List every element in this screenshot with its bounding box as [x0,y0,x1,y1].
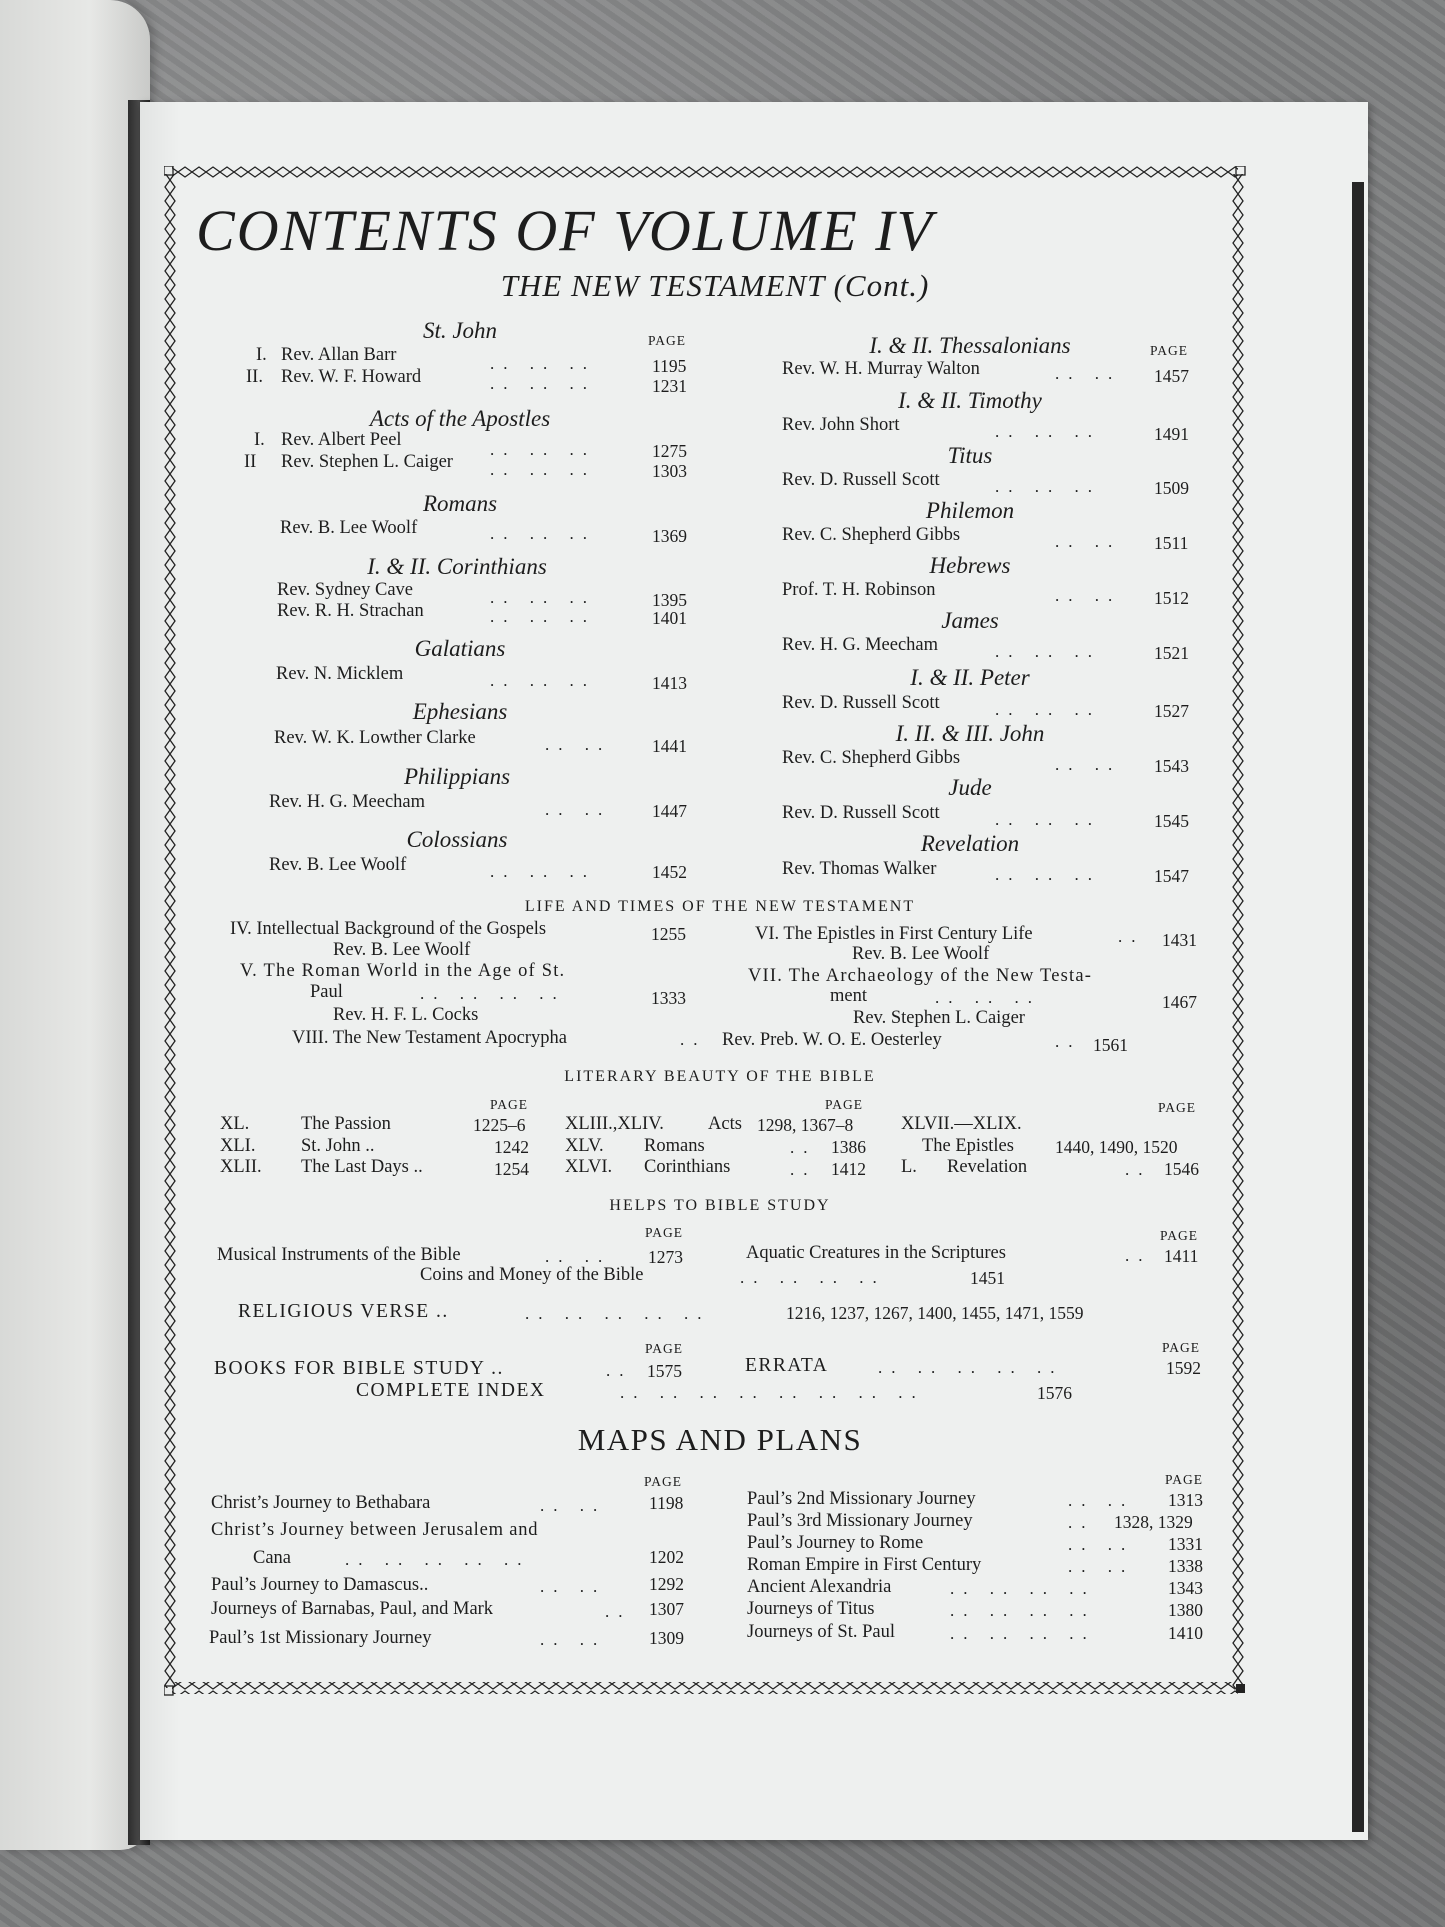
entry-author: Rev. C. Shepherd Gibbs [782,525,961,545]
essay-page: 1561 [1093,1035,1128,1055]
map-page: 1343 [1168,1578,1203,1598]
essay-title: Paul [310,982,343,1002]
help-title: Coins and Money of the Bible [420,1265,644,1285]
leader-dots: .. .. .. [995,700,1101,719]
map-page: 1198 [649,1493,684,1513]
leader-dots: .. [1055,1032,1082,1051]
lit-page: 1412 [831,1159,866,1179]
leader-dots: .. [790,1160,817,1179]
leader-dots: .. [680,1030,707,1049]
entry-page: 1441 [652,736,687,756]
leader-dots: .. .. .. [490,862,596,881]
entry-author: Rev. D. Russell Scott [782,803,940,823]
entry-author: Rev. W. F. Howard [281,367,422,387]
entry-index: I. [256,345,267,365]
leader-dots: .. [605,1602,632,1621]
map-title: Paul’s 3rd Missionary Journey [747,1511,973,1531]
entry-page: 1527 [1154,701,1189,721]
book-heading: Philippians [403,764,511,789]
entry-index: II [244,452,257,472]
leader-dots: .. .. .. [995,422,1101,441]
lit-page: 1254 [494,1159,529,1179]
page-column-label: PAGE [490,1097,529,1112]
book-heading: Romans [422,491,498,516]
section-heading-literary: LITERARY BEAUTY OF THE BIBLE [564,1068,876,1085]
essay-page: 1431 [1162,930,1197,950]
leader-dots: .. .. [1055,755,1122,774]
page-column-label: PAGE [1160,1228,1199,1243]
leader-dots: .. [1118,927,1145,946]
errata-label: ERRATA [745,1355,829,1376]
entry-page: 1195 [652,356,687,376]
leader-dots: .. [606,1361,633,1380]
leader-dots: .. .. [540,1577,607,1596]
help-page: 1451 [970,1268,1005,1288]
lit-number: XLI. [220,1136,256,1156]
lit-title: The Passion [301,1114,391,1134]
leader-dots: .. [1068,1513,1095,1532]
entry-page: 1543 [1154,756,1189,776]
leader-dots: .. .. [1055,532,1122,551]
entry-author: Rev. B. Lee Woolf [280,518,418,538]
book-heading: Titus [947,443,993,468]
entry-page: 1231 [652,376,687,396]
essay-title: VIII. The New Testament Apocrypha [292,1028,567,1048]
map-page: 1331 [1168,1534,1203,1554]
leader-dots: .. .. .. .. .. [345,1550,531,1569]
book-heading: Philemon [925,498,1015,523]
leader-dots: .. .. .. [935,988,1041,1007]
errata-page: 1592 [1166,1358,1201,1378]
map-page: 1338 [1168,1556,1203,1576]
leader-dots: .. .. [1068,1557,1135,1576]
map-title: Cana [253,1548,292,1568]
page-column-label: PAGE [1150,343,1189,358]
lit-title: Romans [644,1136,705,1156]
book-heading: St. John [422,318,498,343]
page-column-label: PAGE [644,1474,683,1489]
leader-dots: .. [790,1138,817,1157]
entry-author: Rev. W. H. Murray Walton [782,359,980,379]
leader-dots: .. .. .. .. [950,1601,1096,1620]
leader-dots: .. .. .. [490,671,596,690]
lit-title: The Last Days .. [301,1157,423,1177]
leader-dots: .. .. [540,1630,607,1649]
entry-page: 1452 [652,862,687,882]
book-heading: Hebrews [929,553,1011,578]
books-study-page: 1575 [647,1361,682,1381]
essay-author: Rev. H. F. L. Cocks [333,1005,479,1025]
entry-page: 1395 [652,590,687,610]
leader-dots: .. .. .. .. .. [878,1358,1064,1377]
essay-author: Rev. B. Lee Woolf [852,944,990,964]
religious-verse-label: RELIGIOUS VERSE .. [238,1301,449,1322]
leader-dots: .. .. [1068,1535,1135,1554]
leader-dots: .. .. [1055,586,1122,605]
leader-dots: .. .. .. .. [950,1624,1096,1643]
page-column-label: PAGE [1158,1100,1197,1115]
entry-page: 1509 [1154,478,1189,498]
map-page: 1202 [649,1547,684,1567]
map-page: 1380 [1168,1600,1203,1620]
page-column-label: PAGE [825,1097,864,1112]
leader-dots: .. .. .. [490,354,596,373]
leader-dots: .. .. .. .. .. .. .. .. [620,1383,925,1402]
entry-page: 1511 [1154,533,1189,553]
map-title: Paul’s 2nd Missionary Journey [747,1489,976,1509]
lit-page: 1298, 1367–8 [757,1115,854,1135]
religious-verse-pages: 1216, 1237, 1267, 1400, 1455, 1471, 1559 [786,1303,1084,1323]
entry-author: Rev. H. G. Meecham [782,635,939,655]
lit-page: 1546 [1164,1159,1199,1179]
entry-author: Rev. H. G. Meecham [269,792,426,812]
leader-dots: .. .. .. [995,865,1101,884]
essay-title: VII. The Archaeology of the New Testa- [748,966,1093,986]
book-heading: Galatians [414,636,506,661]
essay-author: Rev. B. Lee Woolf [333,940,471,960]
book-heading: Colossians [406,827,508,852]
leader-dots: .. .. .. [490,460,596,479]
entry-author: Rev. N. Micklem [276,664,404,684]
leader-dots: .. .. .. [490,607,596,626]
entry-author: Rev. Thomas Walker [782,859,937,879]
leader-dots: .. [1125,1246,1152,1265]
lit-number: XLII. [220,1157,262,1177]
entry-page: 1413 [652,673,687,693]
leader-dots: .. .. .. .. [740,1268,886,1287]
entry-author: Rev. C. Shepherd Gibbs [782,748,961,768]
leader-dots: .. .. .. .. .. [525,1304,711,1323]
map-page: 1410 [1168,1623,1203,1643]
leader-dots: .. .. [1068,1491,1135,1510]
essay-title: ment [830,986,867,1006]
map-title: Christ’s Journey between Jerusalem and [211,1520,539,1540]
map-title: Ancient Alexandria [747,1577,892,1597]
entry-page: 1521 [1154,643,1189,663]
book-heading: Ephesians [412,699,508,724]
essay-author: Rev. Stephen L. Caiger [853,1008,1025,1028]
leader-dots: .. [1125,1160,1152,1179]
book-heading: I. & II. Thessalonians [869,333,1071,358]
lit-number: XLVI. [565,1157,613,1177]
leader-dots: .. .. .. [995,810,1101,829]
book-heading: Jude [948,775,992,800]
map-title: Paul’s Journey to Rome [747,1533,924,1553]
lit-number: XLVII.—XLIX. [901,1114,1022,1134]
entry-page: 1275 [652,441,687,461]
leader-dots: .. .. .. [490,524,596,543]
entry-page: 1547 [1154,866,1189,886]
page-column-label: PAGE [645,1225,684,1240]
lit-number: L. [901,1157,917,1177]
entry-author: Rev. W. K. Lowther Clarke [274,728,476,748]
books-study-label: BOOKS FOR BIBLE STUDY .. [214,1358,504,1379]
lit-title: Corinthians [644,1157,731,1177]
entry-index: I. [254,430,265,450]
leader-dots: .. .. [1055,364,1122,383]
lit-title: The Epistles [922,1136,1014,1156]
page-title: CONTENTS OF VOLUME IV [196,198,934,263]
entry-page: 1369 [652,526,687,546]
book-heading: I. & II. Peter [910,665,1030,690]
complete-index-label: COMPLETE INDEX [356,1380,546,1401]
leader-dots: .. .. .. [995,642,1101,661]
lit-number: XLIII.,XLIV. [565,1114,664,1134]
essay-author: Rev. Preb. W. O. E. Oesterley [722,1030,942,1050]
entry-page: 1491 [1154,424,1189,444]
entry-author: Rev. Sydney Cave [277,580,413,600]
complete-index-page: 1576 [1037,1383,1072,1403]
map-title: Journeys of Titus [747,1599,875,1619]
help-title: Aquatic Creatures in the Scriptures [746,1243,1006,1263]
leader-dots: .. .. .. .. [950,1579,1096,1598]
essay-title: VI. The Epistles in First Century Life [755,924,1033,944]
lit-title: Acts [708,1114,742,1134]
map-title: Journeys of St. Paul [747,1622,895,1642]
entry-author: Rev. D. Russell Scott [782,470,940,490]
section-heading-helps: HELPS TO BIBLE STUDY [609,1197,831,1214]
map-title: Paul’s Journey to Damascus.. [211,1575,429,1595]
entry-page: 1447 [652,801,687,821]
page-column-label: PAGE [1162,1340,1201,1355]
leader-dots: .. .. .. [490,588,596,607]
entry-page: 1545 [1154,811,1189,831]
lit-page: 1440, 1490, 1520 [1055,1137,1178,1157]
entry-index: II. [246,367,263,387]
section-heading-life-times: LIFE AND TIMES OF THE NEW TESTAMENT [524,898,916,915]
essay-page: 1333 [651,988,686,1008]
book-heading: I. & II. Timothy [898,388,1042,413]
map-title: Paul’s 1st Missionary Journey [209,1628,432,1648]
section-heading-maps: MAPS AND PLANS [577,1422,863,1457]
map-page: 1292 [649,1574,684,1594]
map-title: Christ’s Journey to Bethabara [211,1493,431,1513]
lit-page: 1225–6 [473,1115,526,1135]
essay-page: 1255 [651,924,686,944]
book-heading: Revelation [920,831,1020,856]
map-page: 1313 [1168,1490,1203,1510]
lit-title: St. John .. [301,1136,375,1156]
help-page: 1411 [1164,1246,1199,1266]
leader-dots: .. .. [545,1247,612,1266]
leader-dots: .. .. .. [490,374,596,393]
page-column-label: PAGE [1165,1472,1204,1487]
entry-page: 1512 [1154,588,1189,608]
leader-dots: .. .. .. [995,477,1101,496]
entry-author: Rev. Stephen L. Caiger [281,452,453,472]
essay-page: 1467 [1162,992,1197,1012]
lit-title: Revelation [947,1157,1028,1177]
lit-page: 1386 [831,1137,866,1157]
page-column-label: PAGE [645,1341,684,1356]
leader-dots: .. .. .. .. [420,984,566,1003]
book-heading: James [941,608,999,633]
essay-title: IV. Intellectual Background of the Gospels [230,919,547,939]
map-title: Roman Empire in First Century [747,1555,982,1575]
lit-page: 1242 [494,1137,529,1157]
entry-author: Rev. John Short [782,415,900,435]
help-page: 1273 [648,1247,683,1267]
entry-author: Prof. T. H. Robinson [782,580,936,600]
entry-page: 1401 [652,608,687,628]
map-page: 1328, 1329 [1114,1512,1193,1532]
entry-page: 1303 [652,461,687,481]
page-column-label: PAGE [648,333,687,348]
entry-author: Rev. Allan Barr [281,345,397,365]
leader-dots: .. .. [540,1496,607,1515]
book-cover-edge [1352,182,1364,1832]
map-title: Journeys of Barnabas, Paul, and Mark [211,1599,494,1619]
leader-dots: .. .. [545,735,612,754]
lit-number: XLV. [565,1136,604,1156]
book-heading: Acts of the Apostles [369,406,551,431]
entry-author: Rev. D. Russell Scott [782,693,940,713]
book-heading: I. & II. Corinthians [367,554,547,579]
page-subtitle: THE NEW TESTAMENT (Cont.) [500,268,930,303]
essay-title: V. The Roman World in the Age of St. [240,961,566,981]
entry-page: 1457 [1154,366,1189,386]
leader-dots: .. .. .. [490,440,596,459]
map-page: 1307 [649,1599,684,1619]
map-page: 1309 [649,1628,684,1648]
entry-author: Rev. B. Lee Woolf [269,855,407,875]
lit-number: XL. [220,1114,250,1134]
leader-dots: .. .. [545,800,612,819]
entry-author: Rev. Albert Peel [281,430,402,450]
entry-author: Rev. R. H. Strachan [277,601,424,621]
help-title: Musical Instruments of the Bible [217,1245,461,1265]
book-heading: I. II. & III. John [895,721,1045,746]
